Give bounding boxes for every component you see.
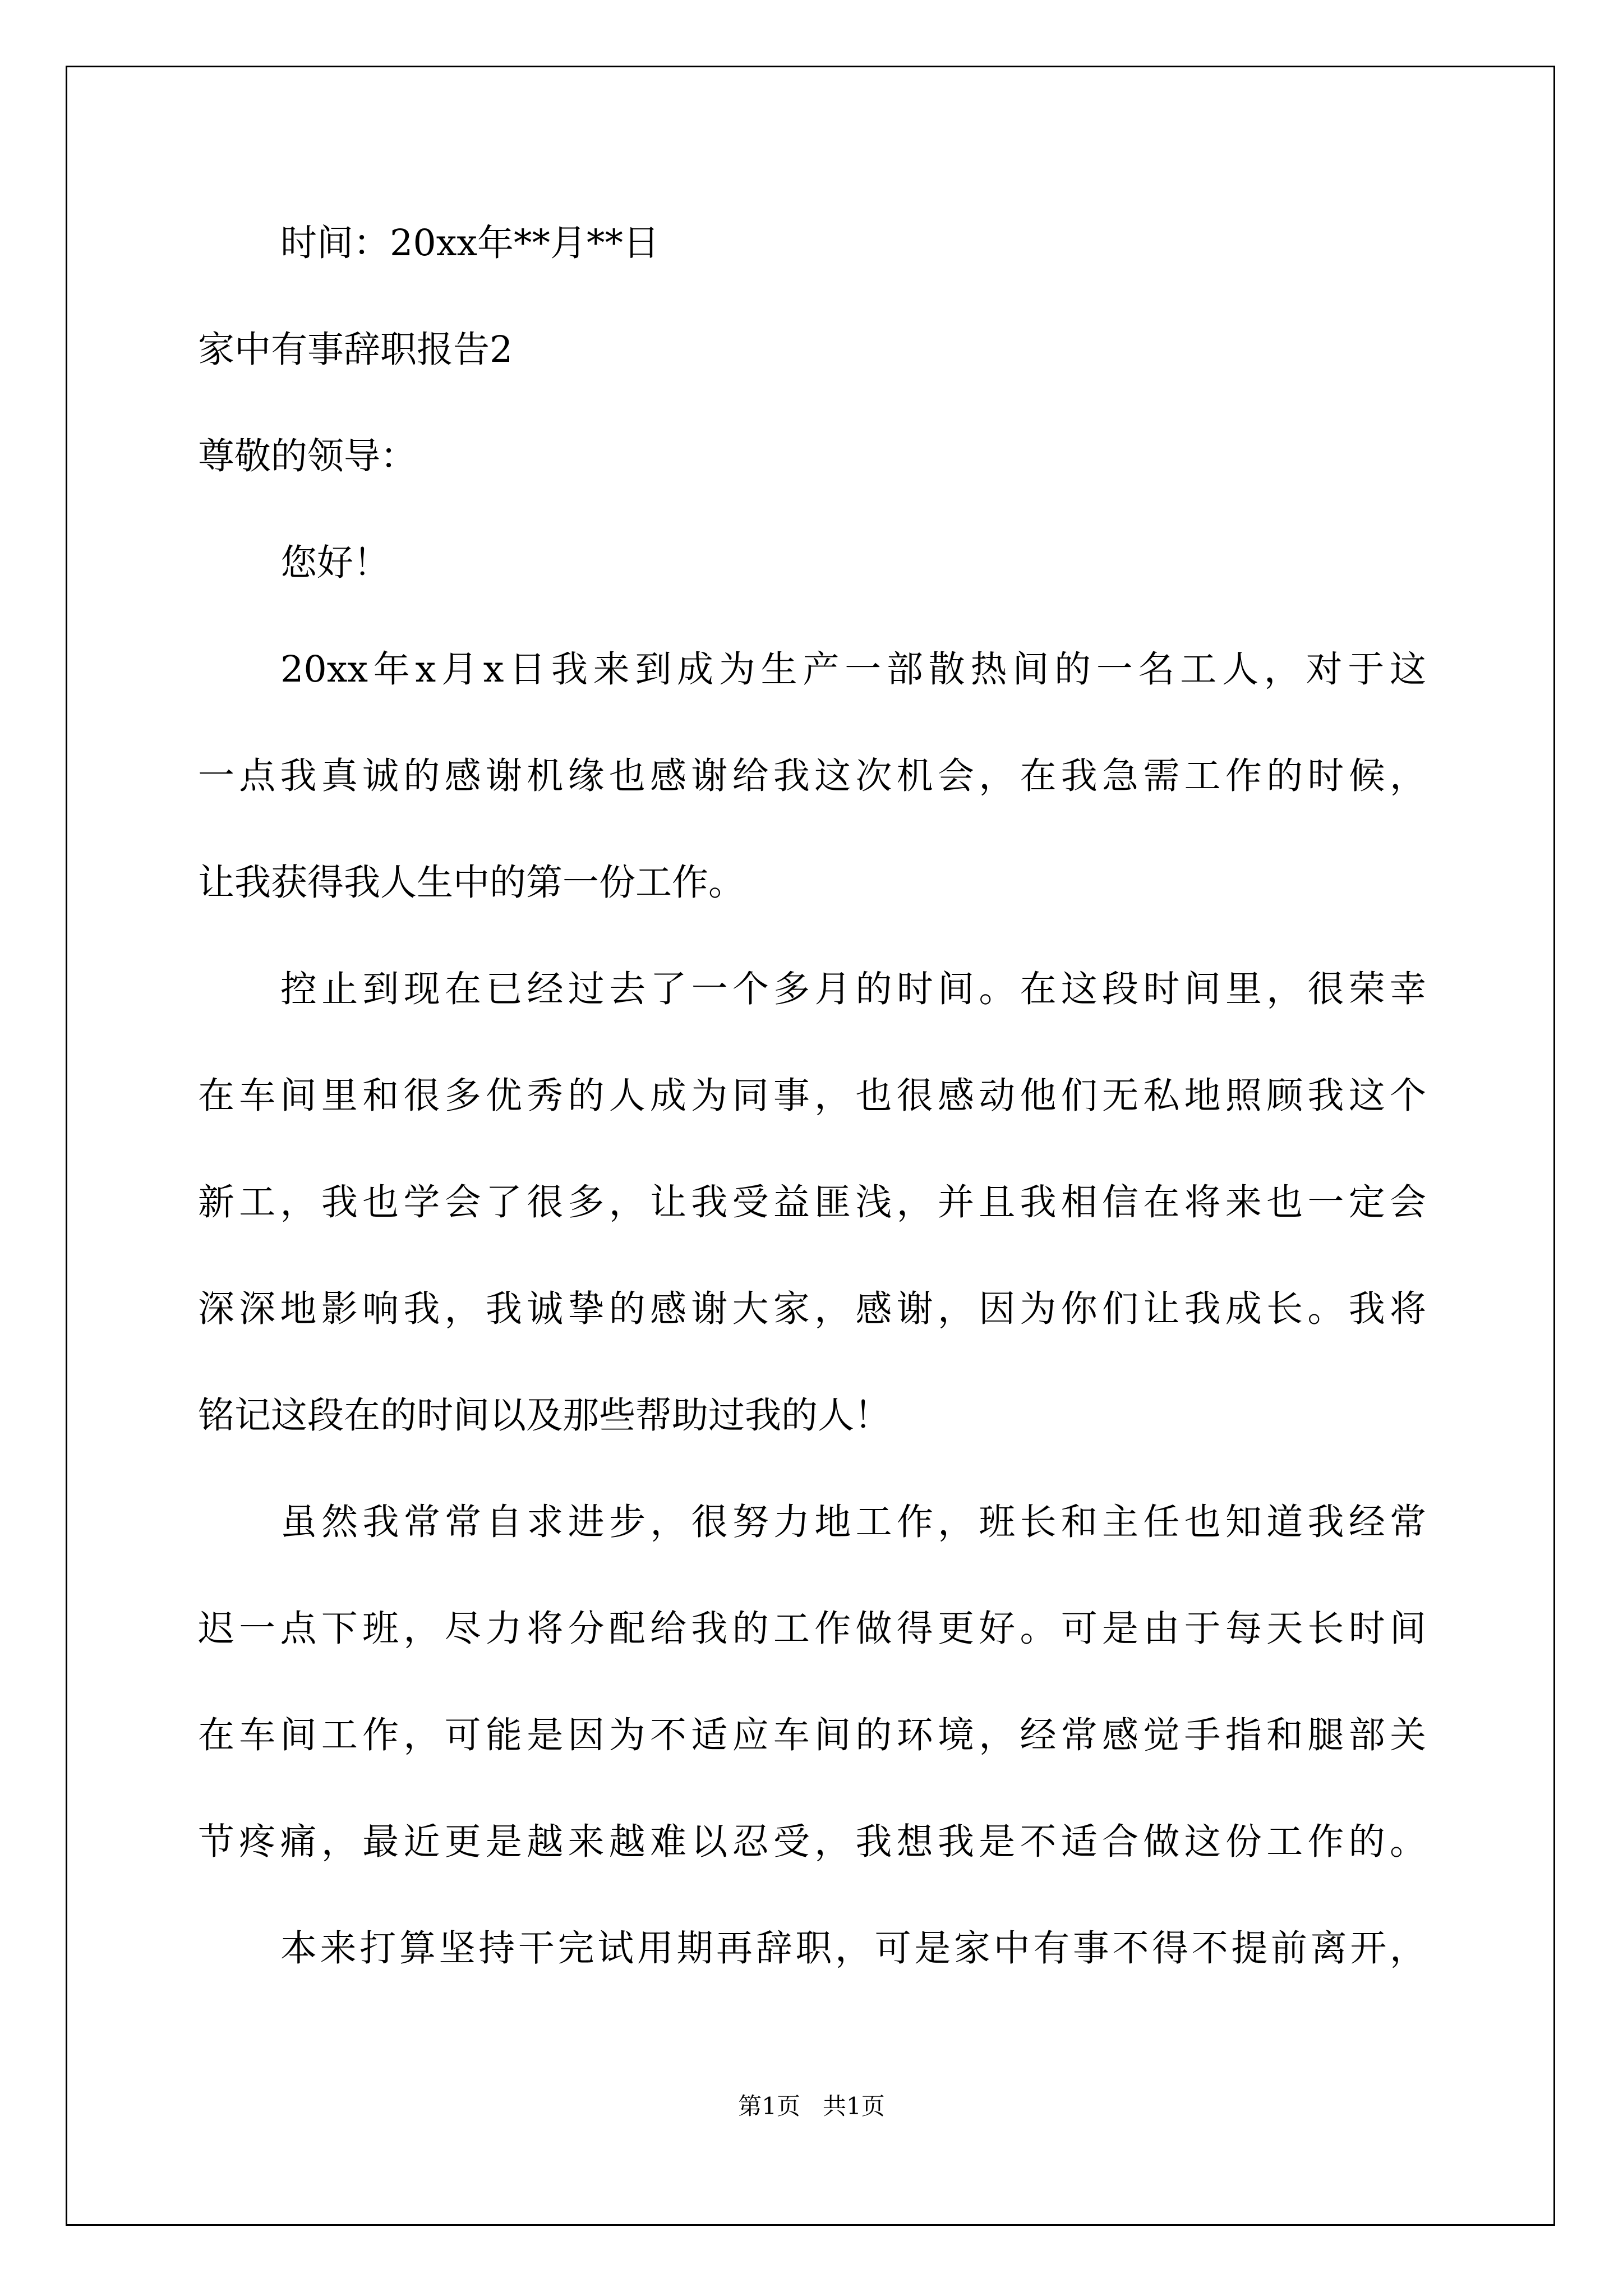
paragraph-line: 让我获得我人生中的第一份工作。: [198, 862, 745, 904]
paragraph-line: 在车间工作，可能是因为不适应车间的环境，经常感觉手指和腿部关: [198, 1714, 1426, 1756]
paragraph-line: 新工，我也学会了很多，让我受益匪浅，并且我相信在将来也一定会: [198, 1181, 1426, 1223]
paragraph-line: 节疼痛，最近更是越来越难以忍受，我想我是不适合做这份工作的。: [198, 1821, 1426, 1863]
salutation: 尊敬的领导：: [198, 435, 417, 477]
paragraph-line: 一点我真诚的感谢机缘也感谢给我这次机会，在我急需工作的时候，: [198, 755, 1426, 797]
greeting: 您好！: [280, 542, 390, 584]
page-indicator: 第1页 共1页: [738, 2092, 885, 2120]
date-line: 时间：20xx年**月**日: [280, 222, 660, 264]
paragraph-line: 本来打算坚持干完试用期再辞职，可是家中有事不得不提前离开，: [280, 1927, 1426, 1970]
document-title: 家中有事辞职报告2: [198, 329, 513, 371]
paragraph-line: 铭记这段在的时间以及那些帮助过我的人！: [198, 1395, 891, 1437]
paragraph-line: 控止到现在已经过去了一个多月的时间。在这段时间里，很荣幸: [280, 968, 1426, 1010]
paragraph-line: 迟一点下班，尽力将分配给我的工作做得更好。可是由于每天长时间: [198, 1608, 1426, 1650]
paragraph-line: 20xx年x月x日我来到成为生产一部散热间的一名工人，对于这: [280, 648, 1426, 691]
paragraph-line: 在车间里和很多优秀的人成为同事，也很感动他们无私地照顾我这个: [198, 1075, 1426, 1117]
paragraph-line: 深深地影响我，我诚挚的感谢大家，感谢，因为你们让我成长。我将: [198, 1288, 1426, 1330]
page-frame: [66, 66, 1555, 2226]
paragraph-line: 虽然我常常自求进步，很努力地工作，班长和主任也知道我经常: [280, 1501, 1426, 1543]
